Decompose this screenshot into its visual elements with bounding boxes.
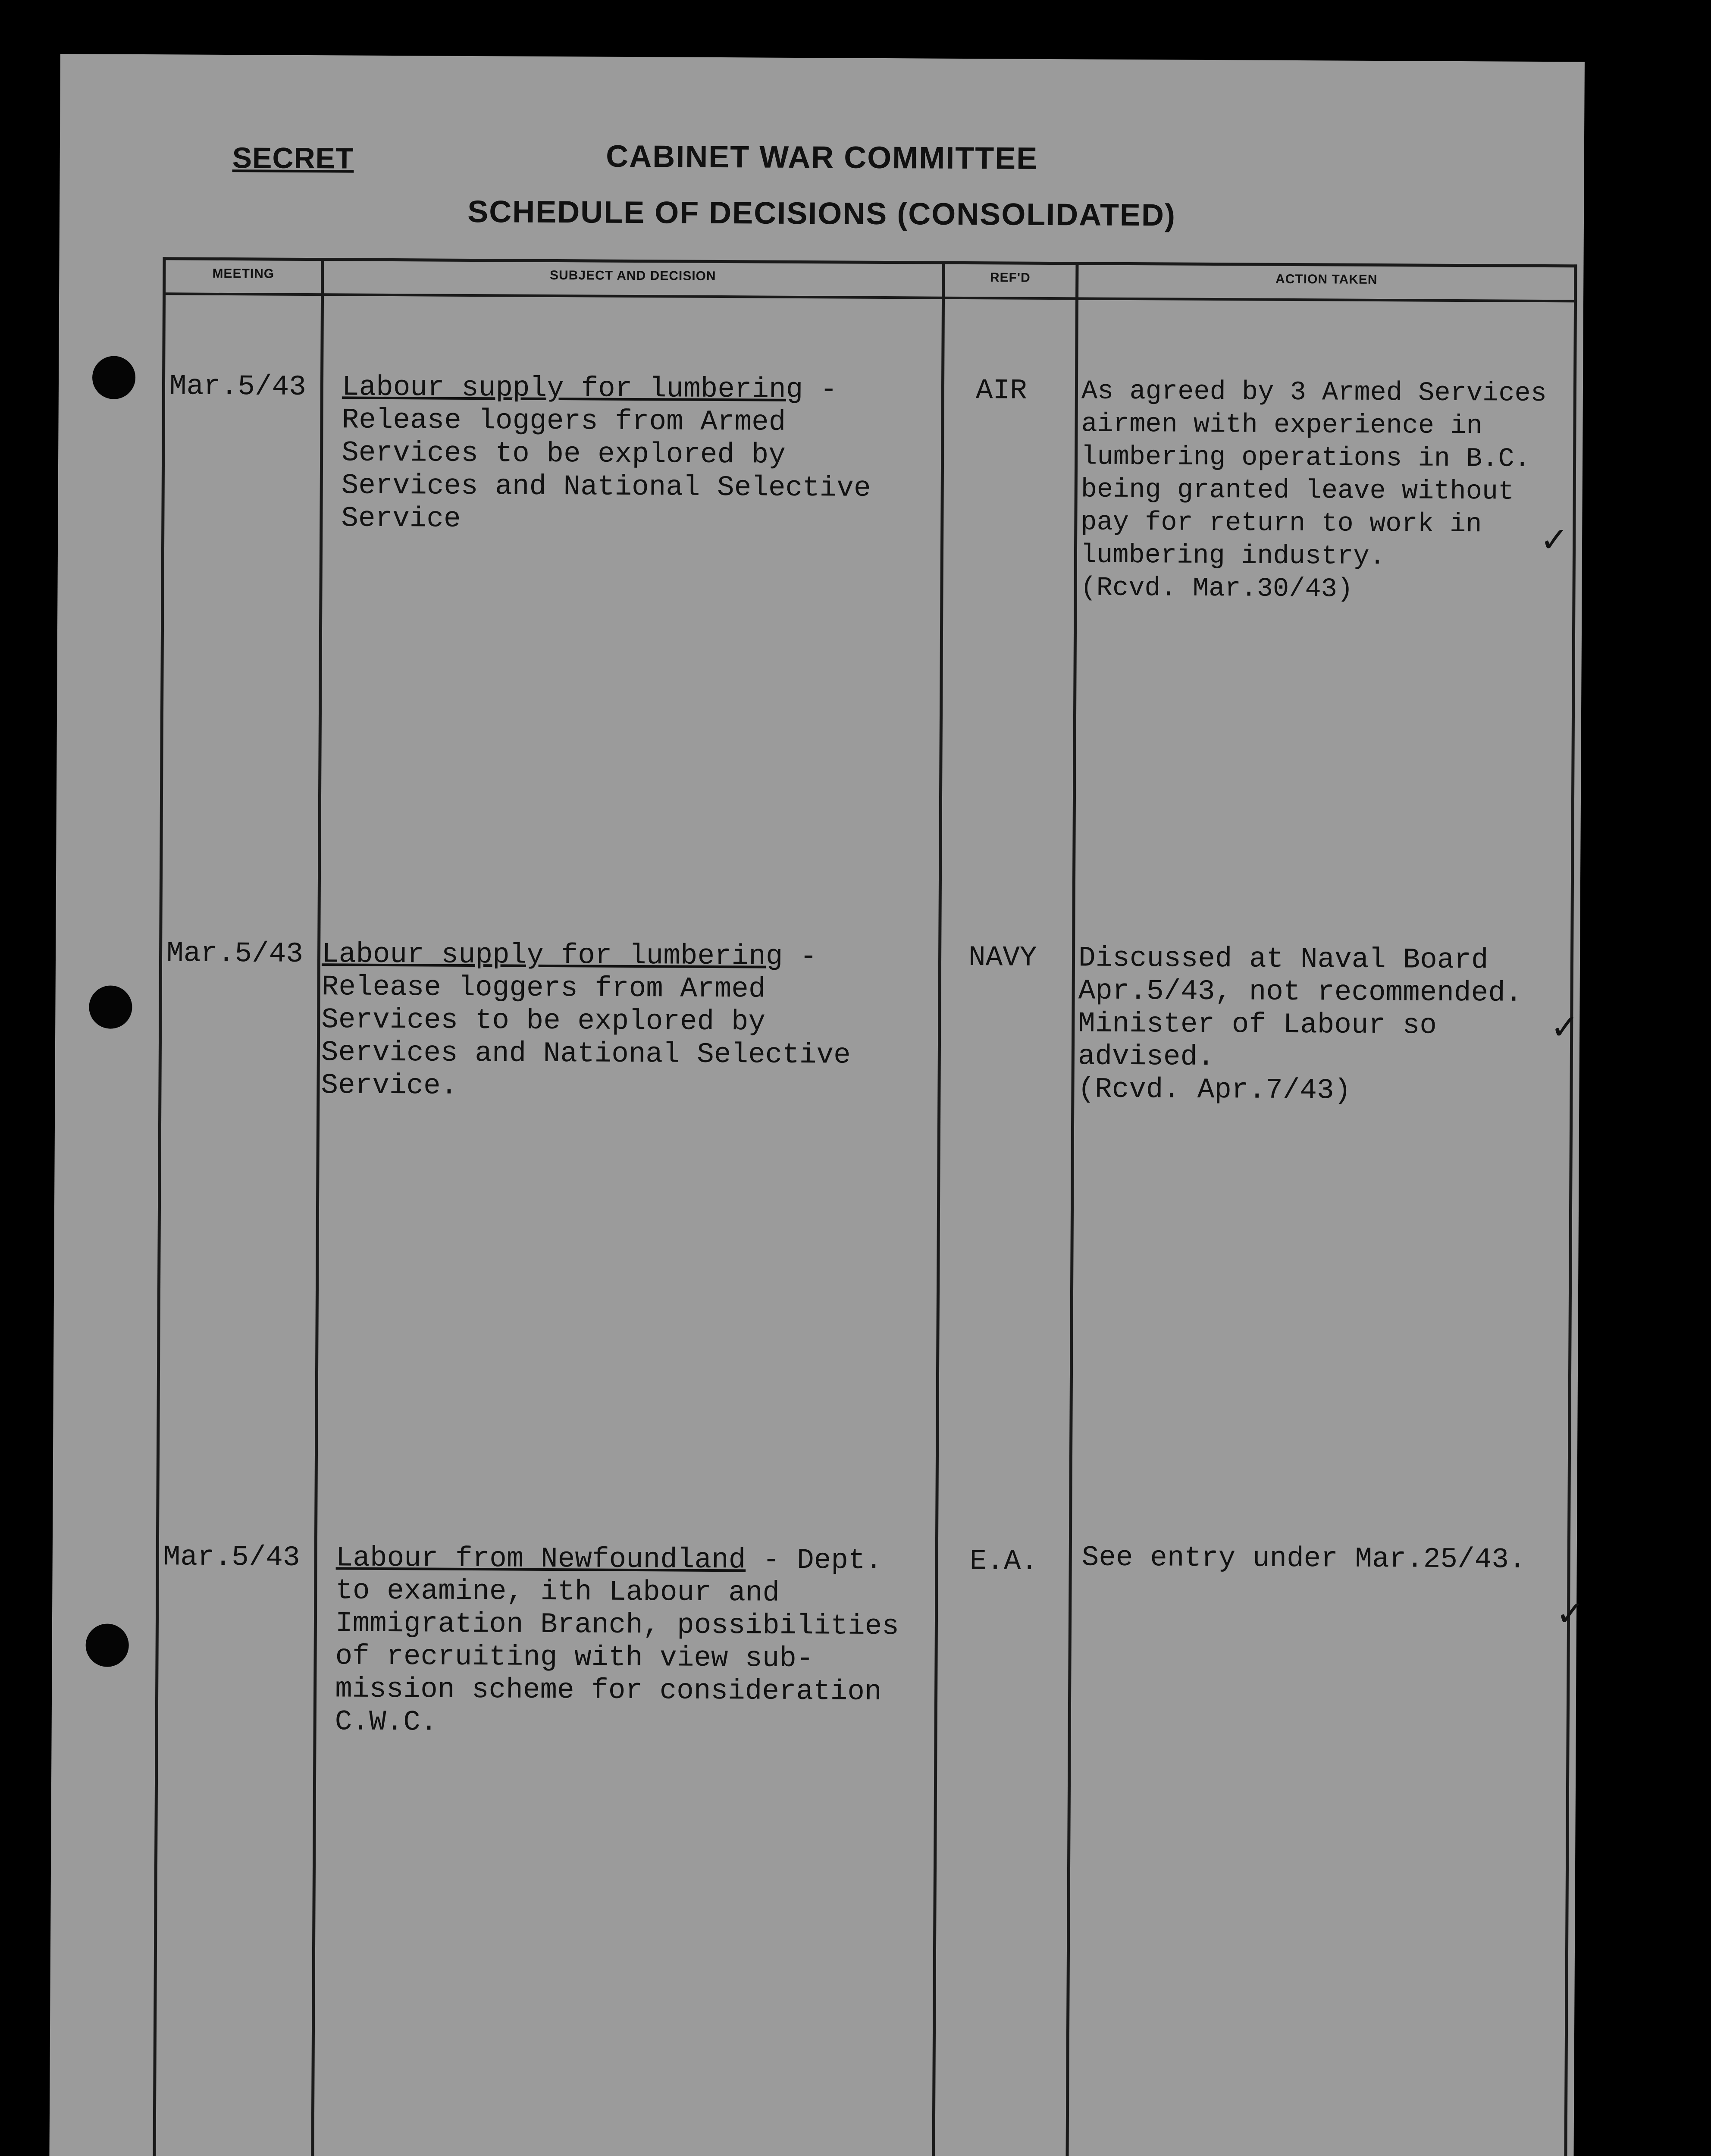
referred-to: E.A. xyxy=(969,1545,1038,1578)
subject-text: - Dept. to examine, ith Labour and Immigration Branch, possibilities of recruiting with view sub- mission scheme for consideration C.W.C. xyxy=(335,1544,899,1739)
referred-to: NAVY xyxy=(968,941,1037,974)
punch-hole xyxy=(92,356,136,399)
check-icon: ✓ xyxy=(1539,519,1569,560)
meeting-date: Mar.5/43 xyxy=(163,1541,300,1574)
header-meeting: MEETING xyxy=(212,266,275,281)
subject-text: - Release loggers from Armed Services to be explored by Services and National Selective Service xyxy=(341,373,871,535)
decisions-table xyxy=(150,257,1585,2156)
punch-hole xyxy=(85,1623,129,1667)
header-action: ACTION TAKEN xyxy=(1275,272,1378,287)
header-refd: REF'D xyxy=(990,270,1031,285)
meeting-date: Mar.5/43 xyxy=(166,937,304,970)
document-title: CABINET WAR COMMITTEE xyxy=(606,139,1038,176)
secret-label: SECRET xyxy=(232,141,354,175)
subject-title: Labour supply for lumbering xyxy=(342,371,803,406)
subject-decision xyxy=(335,1542,899,1741)
meeting-date: Mar.5/43 xyxy=(169,370,307,403)
header-subject: SUBJECT AND DECISION xyxy=(549,268,716,283)
subject-title: Labour from Newfoundland xyxy=(335,1542,746,1576)
subject-title: Labour supply for lumbering xyxy=(321,938,783,973)
referred-to: AIR xyxy=(975,374,1027,407)
subject-decision xyxy=(321,938,851,1104)
check-icon: ✓ xyxy=(1555,1593,1585,1634)
column-divider xyxy=(1063,265,1078,2156)
document-subtitle: SCHEDULE OF DECISIONS (CONSOLIDATED) xyxy=(467,194,1176,233)
subject-text: - Release loggers from Armed Services to be explored by Services and National Selective Service. xyxy=(321,940,851,1102)
action-taken: See entry under Mar.25/43. xyxy=(1081,1541,1526,1576)
column-divider xyxy=(930,264,945,2156)
document-sheet xyxy=(47,54,1585,2156)
column-divider xyxy=(309,261,324,2156)
subject-decision xyxy=(341,371,871,537)
punch-hole xyxy=(89,985,132,1029)
check-icon: ✓ xyxy=(1550,1007,1579,1047)
action-taken: Discussed at Naval Board Apr.5/43, not recommended. Minister of Labour so advised. (Rcvd. Apr.7/43) xyxy=(1078,942,1523,1107)
header-rule xyxy=(166,292,1574,302)
action-taken: As agreed by 3 Armed Services airmen with experience in lumbering operations in B.C. being granted leave without pay for return to work in lumbering industry. (Rcvd. Mar.30/43) xyxy=(1080,376,1547,605)
